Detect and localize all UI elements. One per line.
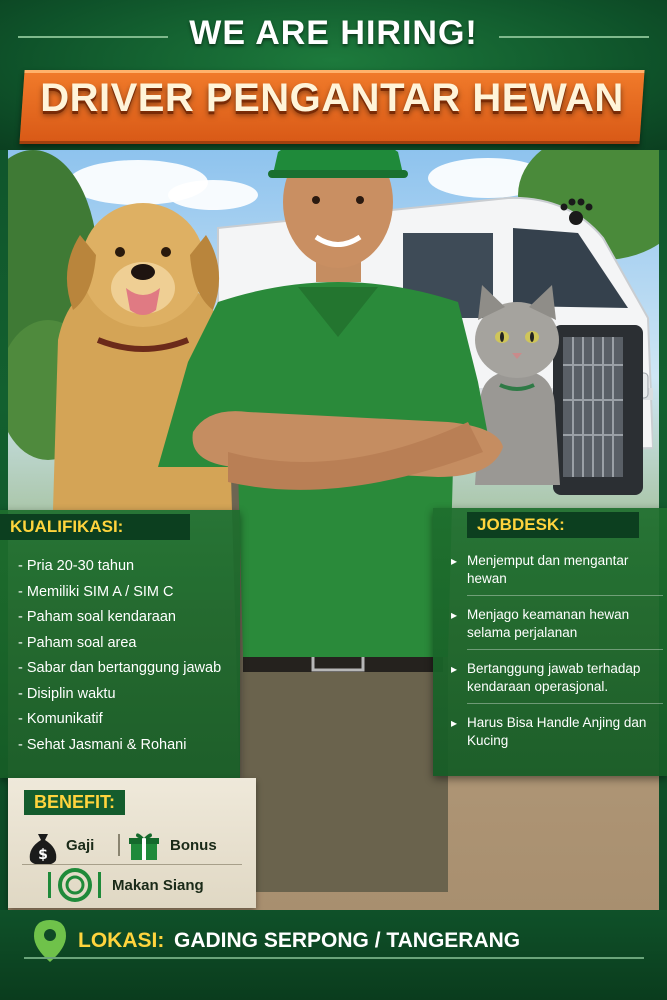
jobdesk-title: JOBDESK:	[467, 512, 639, 538]
jobdesk-list	[467, 552, 663, 767]
list-item: ▸ Menjago keamanan hewan selama perjalanan	[467, 606, 663, 650]
location-label: LOKASI:	[78, 929, 165, 952]
list-item: ▸ Harus Bisa Handle Anjing dan Kucing	[467, 714, 663, 757]
svg-text:$: $	[38, 847, 48, 863]
benefit-bonus: Bonus	[170, 837, 217, 854]
kualifikasi-panel	[0, 510, 240, 778]
list-item: - Sehat Jasmani & Rohani	[18, 733, 221, 759]
plate-icon	[46, 868, 104, 902]
footer	[0, 910, 667, 1000]
list-item: - Memiliki SIM A / SIM C	[18, 580, 221, 606]
list-item: - Pria 20-30 tahun	[18, 554, 221, 580]
list-item: ▸ Bertanggung jawab terhadap kendaraan operasjonal.	[467, 660, 663, 704]
money-bag-icon	[26, 830, 60, 866]
list-item: ▸ Menjemput dan mengantar hewan	[467, 552, 663, 596]
kualifikasi-list	[18, 554, 221, 758]
location-value: GADING SERPONG / TANGERANG	[174, 929, 521, 952]
footer-divider	[24, 957, 644, 959]
list-item: - Komunikatif	[18, 707, 221, 733]
benefit-makan-siang: Makan Siang	[112, 877, 204, 894]
jobdesk-panel	[433, 508, 667, 776]
benefit-separator	[22, 864, 242, 865]
benefit-title: BENEFIT:	[24, 790, 125, 815]
gift-icon	[128, 830, 160, 862]
list-item: - Paham soal kendaraan	[18, 605, 221, 631]
kualifikasi-title: KUALIFIKASI:	[0, 514, 190, 540]
benefit-gaji: Gaji	[66, 837, 95, 854]
list-item: - Paham soal area	[18, 631, 221, 657]
list-item: - Sabar dan bertanggung jawab	[18, 656, 221, 682]
job-title: DRIVER PENGANTAR HEWAN	[40, 76, 624, 120]
benefit-divider	[118, 834, 120, 856]
hiring-headline: WE ARE HIRING!	[189, 14, 478, 52]
list-item: - Disiplin waktu	[18, 682, 221, 708]
